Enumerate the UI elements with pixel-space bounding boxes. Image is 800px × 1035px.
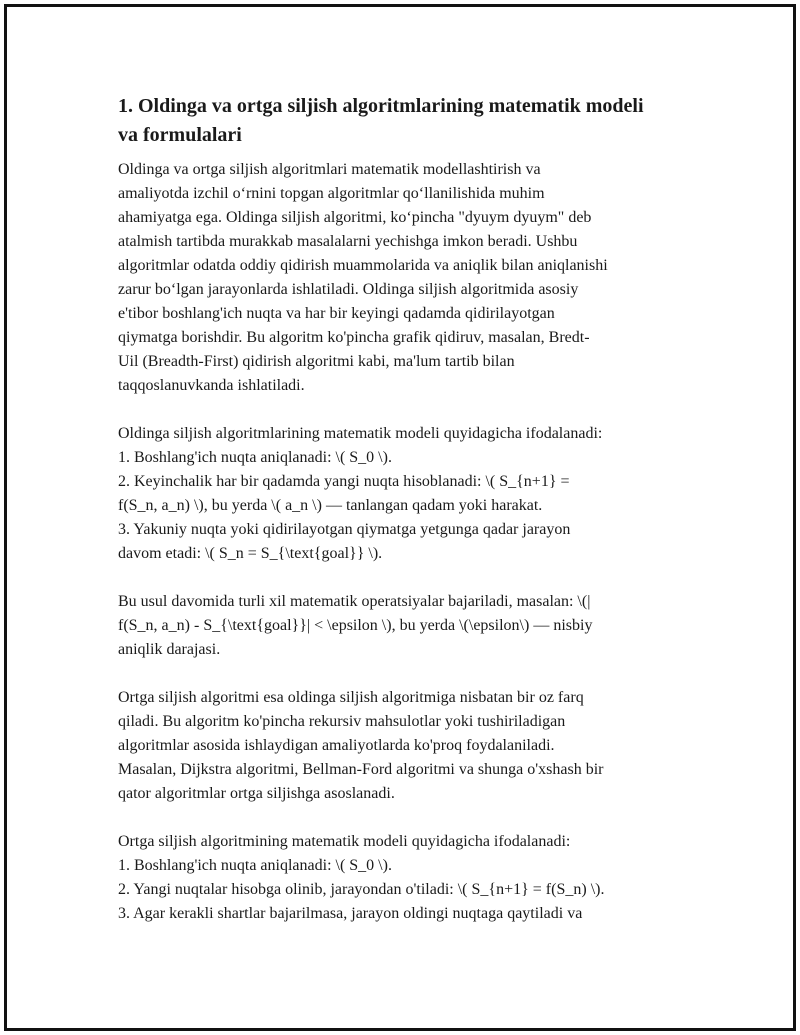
paragraph-backward-model — [118, 830, 684, 926]
text-line: Ortga siljish algoritmining matematik modeli quyidagicha ifodalanadi: — [118, 833, 571, 850]
text-line: e'tibor boshlang'ich nuqta va har bir keyingi qadamda qidirilayotgan — [118, 305, 555, 322]
text-line: Masalan, Dijkstra algoritmi, Bellman-Ford algoritmi va shunga o'xshash bir — [118, 761, 604, 778]
heading-line: va formulalari — [118, 124, 242, 146]
text-line: Ortga siljish algoritmi esa oldinga siljish algoritmiga nisbatan bir oz farq — [118, 689, 584, 706]
text-line: 1. Boshlang'ich nuqta aniqlanadi: \( S_0 \). — [118, 857, 392, 874]
text-line: Bu usul davomida turli xil matematik operatsiyalar bajariladi, masalan: \(| — [118, 593, 591, 610]
section-heading — [118, 92, 684, 150]
text-line: algoritmlar asosida ishlaydigan amaliyotlarda ko'proq foydalaniladi. — [118, 737, 555, 754]
text-line: qator algoritmlar ortga siljishga asoslanadi. — [118, 785, 395, 802]
text-line: 2. Yangi nuqtalar hisobga olinib, jarayondan o'tiladi: \( S_{n+1} = f(S_n) \). — [118, 881, 605, 898]
text-line: davom etadi: \( S_n = S_{\text{goal}} \). — [118, 545, 383, 562]
text-line: Oldinga siljish algoritmlarining matematik modeli quyidagicha ifodalanadi: — [118, 425, 603, 442]
text-line: qiladi. Bu algoritm ko'pincha rekursiv mahsulotlar yoki tushiriladigan — [118, 713, 566, 730]
text-line: Uil (Breadth-First) qidirish algoritmi kabi, ma'lum tartib bilan — [118, 353, 515, 370]
paragraph-forward-model — [118, 422, 684, 566]
text-line: 3. Agar kerakli shartlar bajarilmasa, jarayon oldingi nuqtaga qaytiladi va — [118, 905, 583, 922]
text-line: amaliyotda izchil o‘rnini topgan algoritmlar qo‘llanilishida muhim — [118, 185, 545, 202]
text-line: 1. Boshlang'ich nuqta aniqlanadi: \( S_0 \). — [118, 449, 392, 466]
paragraph-operations — [118, 590, 684, 662]
text-line: f(S_n, a_n) \), bu yerda \( a_n \) — tanlangan qadam yoki harakat. — [118, 497, 543, 514]
text-line: qiymatga borishdir. Bu algoritm ko'pincha grafik qidiruv, masalan, Bredt- — [118, 329, 590, 346]
text-line: f(S_n, a_n) - S_{\text{goal}}| < \epsilon \), bu yerda \(\epsilon\) — nisbiy — [118, 617, 593, 634]
text-line: Oldinga va ortga siljish algoritmlari matematik modellashtirish va — [118, 161, 541, 178]
paragraph-backward — [118, 686, 684, 806]
text-line: ahamiyatga ega. Oldinga siljish algoritmi, ko‘pincha "dyuym dyuym" deb — [118, 209, 592, 226]
text-line: zarur bo‘lgan jarayonlarda ishlatiladi. Oldinga siljish algoritmida asosiy — [118, 281, 579, 298]
text-line: 3. Yakuniy nuqta yoki qidirilayotgan qiymatga yetgunga qadar jarayon — [118, 521, 571, 538]
text-line: taqqoslanuvkanda ishlatiladi. — [118, 377, 305, 394]
heading-line: 1. Oldinga va ortga siljish algoritmlarining matematik modeli — [118, 95, 644, 117]
text-line: algoritmlar odatda oddiy qidirish muammolarida va aniqlik bilan aniqlanishi — [118, 257, 608, 274]
text-line: atalmish tartibda murakkab masalalarni yechishga imkon beradi. Ushbu — [118, 233, 578, 250]
paragraph-intro — [118, 158, 684, 398]
text-line: 2. Keyinchalik har bir qadamda yangi nuqta hisoblanadi: \( S_{n+1} = — [118, 473, 570, 490]
document-body — [118, 92, 684, 950]
text-line: aniqlik darajasi. — [118, 641, 221, 658]
